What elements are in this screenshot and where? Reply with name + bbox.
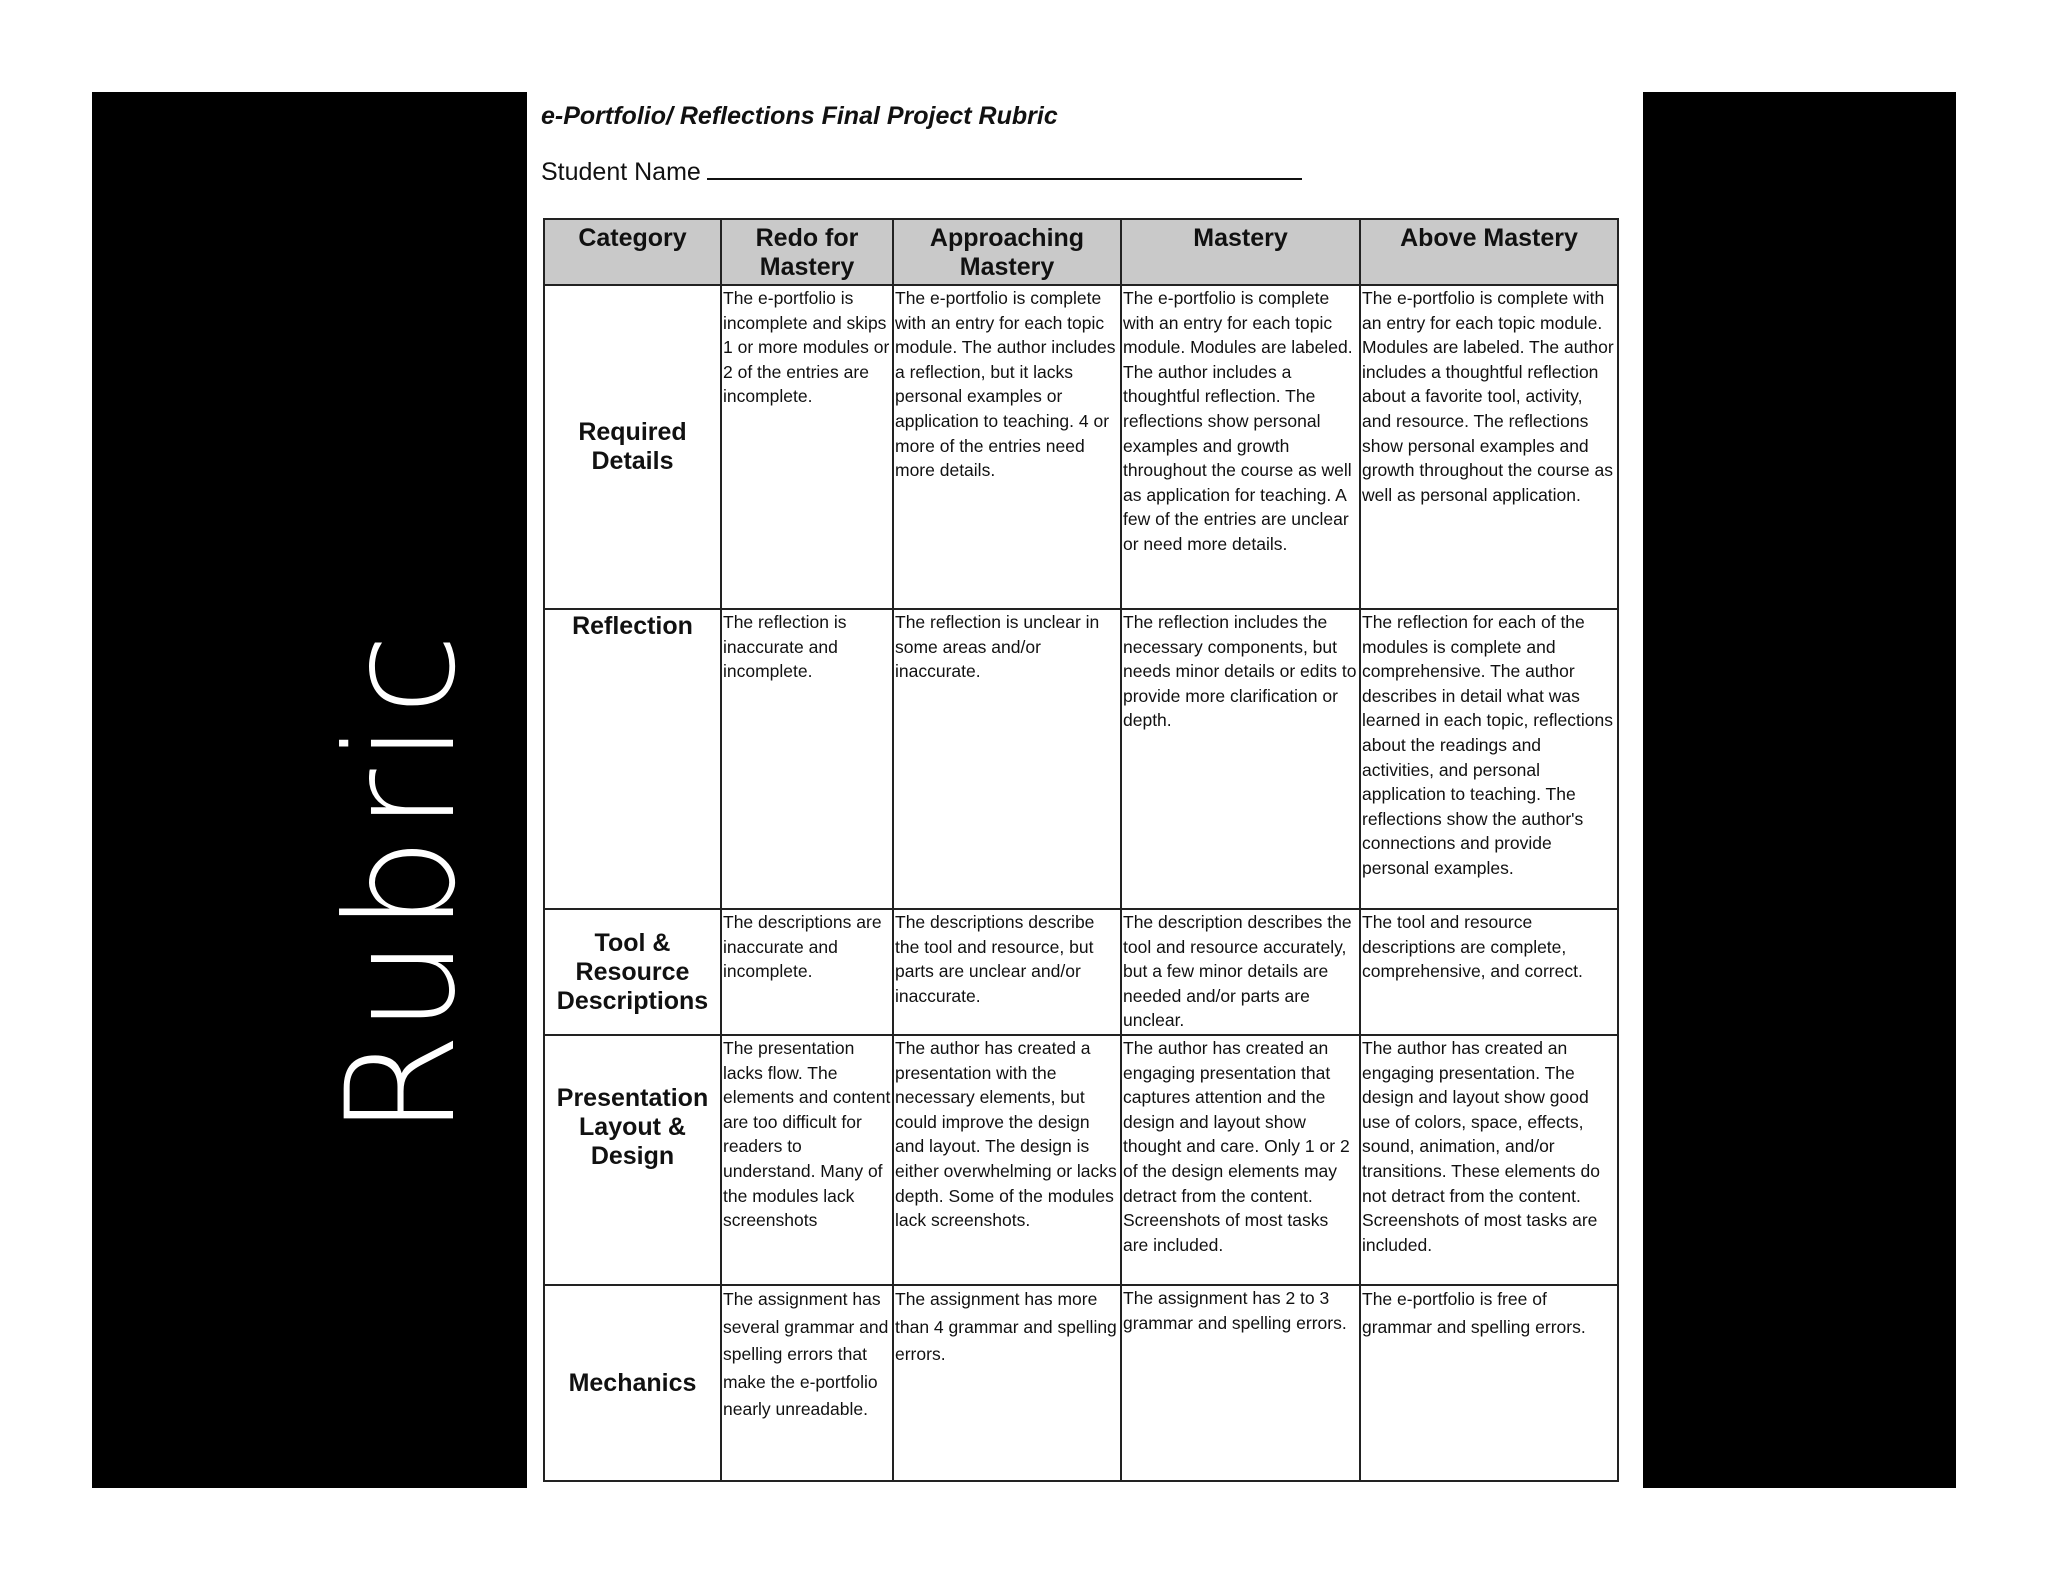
rubric-cell: The reflection for each of the modules is complete and comprehensive. The author describes in detail what was learned in each topic, reflections about the readings and activities, and personal application to teaching. The reflections show the author's connections and provide personal examples. [1360, 609, 1618, 909]
rubric-cell: The e-portfolio is incomplete and skips 1 or more modules or 2 of the entries are incomplete. [721, 285, 893, 609]
rubric-cell: The reflection is unclear in some areas and/or inaccurate. [893, 609, 1121, 909]
rubric-document [527, 92, 1643, 1512]
rubric-cell: The description describes the tool and resource accurately, but a few minor details are needed and/or parts are unclear. [1121, 909, 1360, 1035]
header-approaching-mastery: Approaching Mastery [893, 219, 1121, 285]
rubric-cell: The presentation lacks flow. The elements and content are too difficult for readers to understand. Many of the modules lack screenshots [721, 1035, 893, 1285]
category-cell: Mechanics [544, 1285, 721, 1481]
category-cell: Required Details [544, 285, 721, 609]
header-above-mastery: Above Mastery [1360, 219, 1618, 285]
left-black-panel [92, 92, 527, 1488]
rubric-cell: The descriptions are inaccurate and incomplete. [721, 909, 893, 1035]
rubric-cell: The author has created an engaging presentation. The design and layout show good use of colors, space, effects, sound, animation, and/or transitions. These elements do not detract from the content. Screenshots of most tasks are included. [1360, 1035, 1618, 1285]
rubric-cell: The e-portfolio is complete with an entry for each topic module. Modules are labeled. The author includes a thoughtful reflection. The reflections show personal examples and growth throughout the course as well as application for teaching. A few of the entries are unclear or need more details. [1121, 285, 1360, 609]
rubric-cell: The e-portfolio is free of grammar and spelling errors. [1360, 1285, 1618, 1481]
student-name-label: Student Name [541, 158, 701, 186]
table-row [544, 1035, 1618, 1285]
table-row [544, 609, 1618, 909]
rubric-cell: The assignment has more than 4 grammar and spelling errors. [893, 1285, 1121, 1481]
student-name-row [541, 156, 1302, 187]
rubric-cell: The author has created an engaging presentation that captures attention and the design and layout show thought and care. Only 1 or 2 of the design elements may detract from the content. Screenshots of most tasks are included. [1121, 1035, 1360, 1285]
rubric-cell: The assignment has 2 to 3 grammar and spelling errors. [1121, 1285, 1360, 1481]
document-title: e-Portfolio/ Reflections Final Project Rubric [541, 102, 1058, 130]
rubric-cell: The reflection is inaccurate and incomplete. [721, 609, 893, 909]
rubric-cell: The reflection includes the necessary components, but needs minor details or edits to provide more clarification or depth. [1121, 609, 1360, 909]
table-row [544, 1285, 1618, 1481]
category-cell: Reflection [544, 609, 721, 909]
header-redo-for-mastery: Redo for Mastery [721, 219, 893, 285]
rubric-cell: The tool and resource descriptions are complete, comprehensive, and correct. [1360, 909, 1618, 1035]
header-row [544, 219, 1618, 285]
category-cell: Tool & Resource Descriptions [544, 909, 721, 1035]
rubric-cell: The e-portfolio is complete with an entry for each topic module. The author includes a reflection, but it lacks personal examples or application to teaching. 4 or more of the entries need more details. [893, 285, 1121, 609]
rubric-table [543, 218, 1619, 1482]
right-black-panel [1643, 92, 1956, 1488]
table-row [544, 909, 1618, 1035]
rubric-cell: The assignment has several grammar and spelling errors that make the e-portfolio nearly unreadable. [721, 1285, 893, 1481]
rubric-cell: The e-portfolio is complete with an entry for each topic module. Modules are labeled. The author includes a thoughtful reflection about a favorite tool, activity, and resource. The reflections show personal examples and growth throughout the course as well as personal application. [1360, 285, 1618, 609]
rubric-cell: The author has created a presentation with the necessary elements, but could improve the design and layout. The design is either overwhelming or lacks depth. Some of the modules lack screenshots. [893, 1035, 1121, 1285]
student-name-blank-line [707, 156, 1302, 180]
rubric-cell: The descriptions describe the tool and resource, but parts are unclear and/or inaccurate. [893, 909, 1121, 1035]
header-mastery: Mastery [1121, 219, 1360, 285]
table-row [544, 285, 1618, 609]
rubric-side-title: Rubric [315, 627, 489, 1137]
header-category: Category [544, 219, 721, 285]
category-cell: Presentation Layout & Design [544, 1035, 721, 1285]
